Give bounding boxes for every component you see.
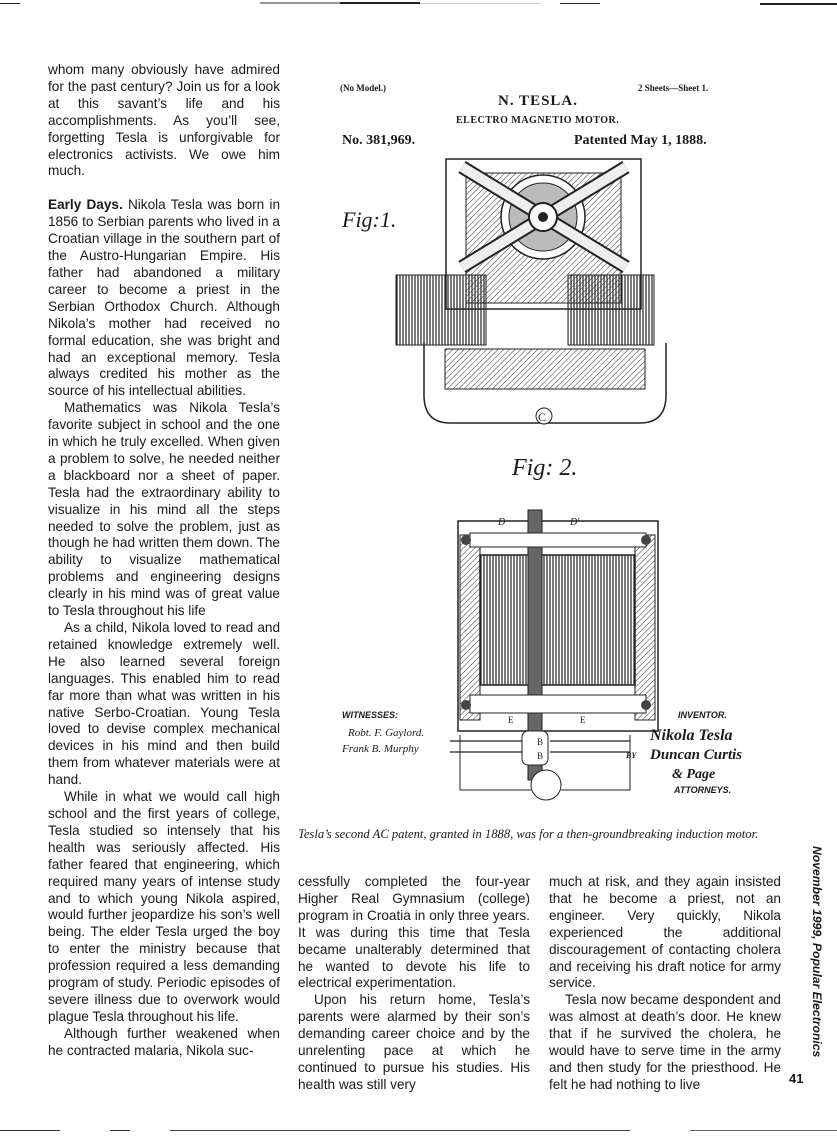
fig2-label-e2: E (580, 715, 586, 725)
patent-witnesses-label: WITNESSES: (342, 710, 399, 720)
figure-caption: Tesla’s second AC patent, granted in 1888, was for a then-groundbreaking induction motor. (298, 827, 759, 841)
fig1-motor-drawing (396, 159, 666, 424)
bottom-scan-border (0, 1129, 837, 1133)
patent-attorney-signature-1: Duncan Curtis (650, 747, 743, 763)
fig1-label-c: C (538, 410, 547, 424)
top-scan-border (0, 2, 837, 6)
paragraph: much at risk, and they again insisted that he become a priest, not an engineer. Very quickly, Nikola experienced the additional discouragement of contacting cholera and receiving his draft notice for army service. (549, 874, 781, 991)
article-column-1 (48, 62, 280, 1060)
paragraph-early-days (48, 197, 280, 400)
patent-no-model: (No Model.) (340, 83, 386, 93)
paragraph: whom many obviously have admired for the past century? Join us for a look at this savant’s life and his accomplishments. As you’ll see, forgetting Tesla is unforgivable for electronics activists. We owe him much. (48, 62, 280, 179)
patent-date: Patented May 1, 1888. (574, 133, 707, 148)
article-column-3 (549, 874, 781, 1094)
patent-witness-signature-1: Robt. F. Gaylord. (348, 727, 425, 739)
patent-sheets: 2 Sheets—Sheet 1. (638, 83, 709, 93)
article-column-2 (298, 874, 530, 1094)
patent-number: No. 381,969. (342, 133, 416, 148)
patent-subtitle: ELECTRO MAGNETIO MOTOR. (456, 115, 620, 126)
patent-inventor-name: N. TESLA. (498, 93, 579, 109)
patent-inventor-signature: Nikola Tesla (650, 727, 733, 744)
paragraph: cessfully completed the four-year Higher Real Gymnasium (college) program in Croatia in only three years. It was during this time that Tesla became unalterably determined that he wanted to devote his life to electrical experimentation. (298, 874, 530, 991)
patent-drawing (300, 55, 800, 815)
running-footer (806, 846, 824, 1078)
paragraph: As a child, Nikola loved to read and retained knowledge extremely well. He also learned several foreign languages. This enabled him to read far more than what was written in his native Serbo-Croatian. Young Tesla loved to devise complex mechanical devices in his mind and then build them from whatever materials were at hand. (48, 620, 280, 788)
fig2-label-d2: D' (570, 517, 580, 528)
patent-inventor-label: INVENTOR. (678, 710, 727, 720)
patent-witness-signature-2: Frank B. Murphy (342, 743, 419, 755)
patent-attorneys-label: ATTORNEYS. (674, 785, 732, 795)
paragraph: While in what we would call high school and the first years of college, Tesla studied so intensely that his health was seriously affected. His father feared that engineering, which required many years of intense study and to which young Nikola aspired, would further jeopardize his son’s well being. The elder Tesla urged the boy to enter the ministry because that profession required a less demanding program of study. Periodic episodes of severe illness due to overwork would plague Tesla throughout his life. (48, 789, 280, 1024)
patent-by-label: BY (626, 751, 637, 760)
paragraph: Tesla now became despondent and was almost at death’s door. He knew that if he survived the cholera, he would have to serve time in the army and then study for the priesthood. He felt he had nothing to live (549, 992, 781, 1092)
fig2-label-b2: B (537, 751, 544, 761)
running-footer-text: November 1999, Popular Electronics (810, 846, 824, 1058)
fig2-label-d: D (498, 517, 506, 528)
paragraph: Mathematics was Nikola Tesla’s favorite subject in school and the one in which he truly excelled. When given a problem to solve, he needed neither a blackboard nor a sheet of paper. Tesla had the extraordinary ability to visualize in his mind all the steps needed to solve the problem, just as though he had written them down. The ability to visualize mathematical problems and engineering designs clearly in his mind was of great value to Tesla throughout his life (48, 400, 280, 619)
fig2-label-b: B (537, 737, 544, 747)
patent-fig2-label: Fig: 2. (512, 455, 578, 481)
section-heading: Early Days. (48, 197, 123, 213)
page-number: 41 (789, 1071, 804, 1086)
paragraph: Although further weakened when he contracted malaria, Nikola suc- (48, 1025, 280, 1058)
paragraph: Upon his return home, Tesla’s parents were alarmed by their son’s demanding career choice and by the unrelenting pace at which he continued to pursue his studies. His health was still very (298, 992, 530, 1092)
paragraph-text: Nikola Tesla was born in 1856 to Serbian parents who lived in a Croatian village in the southern part of the Austro-Hungarian Empire. His father had abandoned a military career to become a priest in the Serbian Orthodox Church. Although Nikola’s mother had received no formal education, she was bright and had an exceptional memory. Tesla always credited his mother as the source of his intellectual abilities. (48, 197, 281, 399)
patent-fig1-label: Fig:1. (342, 207, 397, 232)
patent-attorney-signature-2: & Page (672, 767, 716, 782)
fig2-label-e: E (508, 715, 514, 725)
patent-figures (300, 55, 800, 815)
